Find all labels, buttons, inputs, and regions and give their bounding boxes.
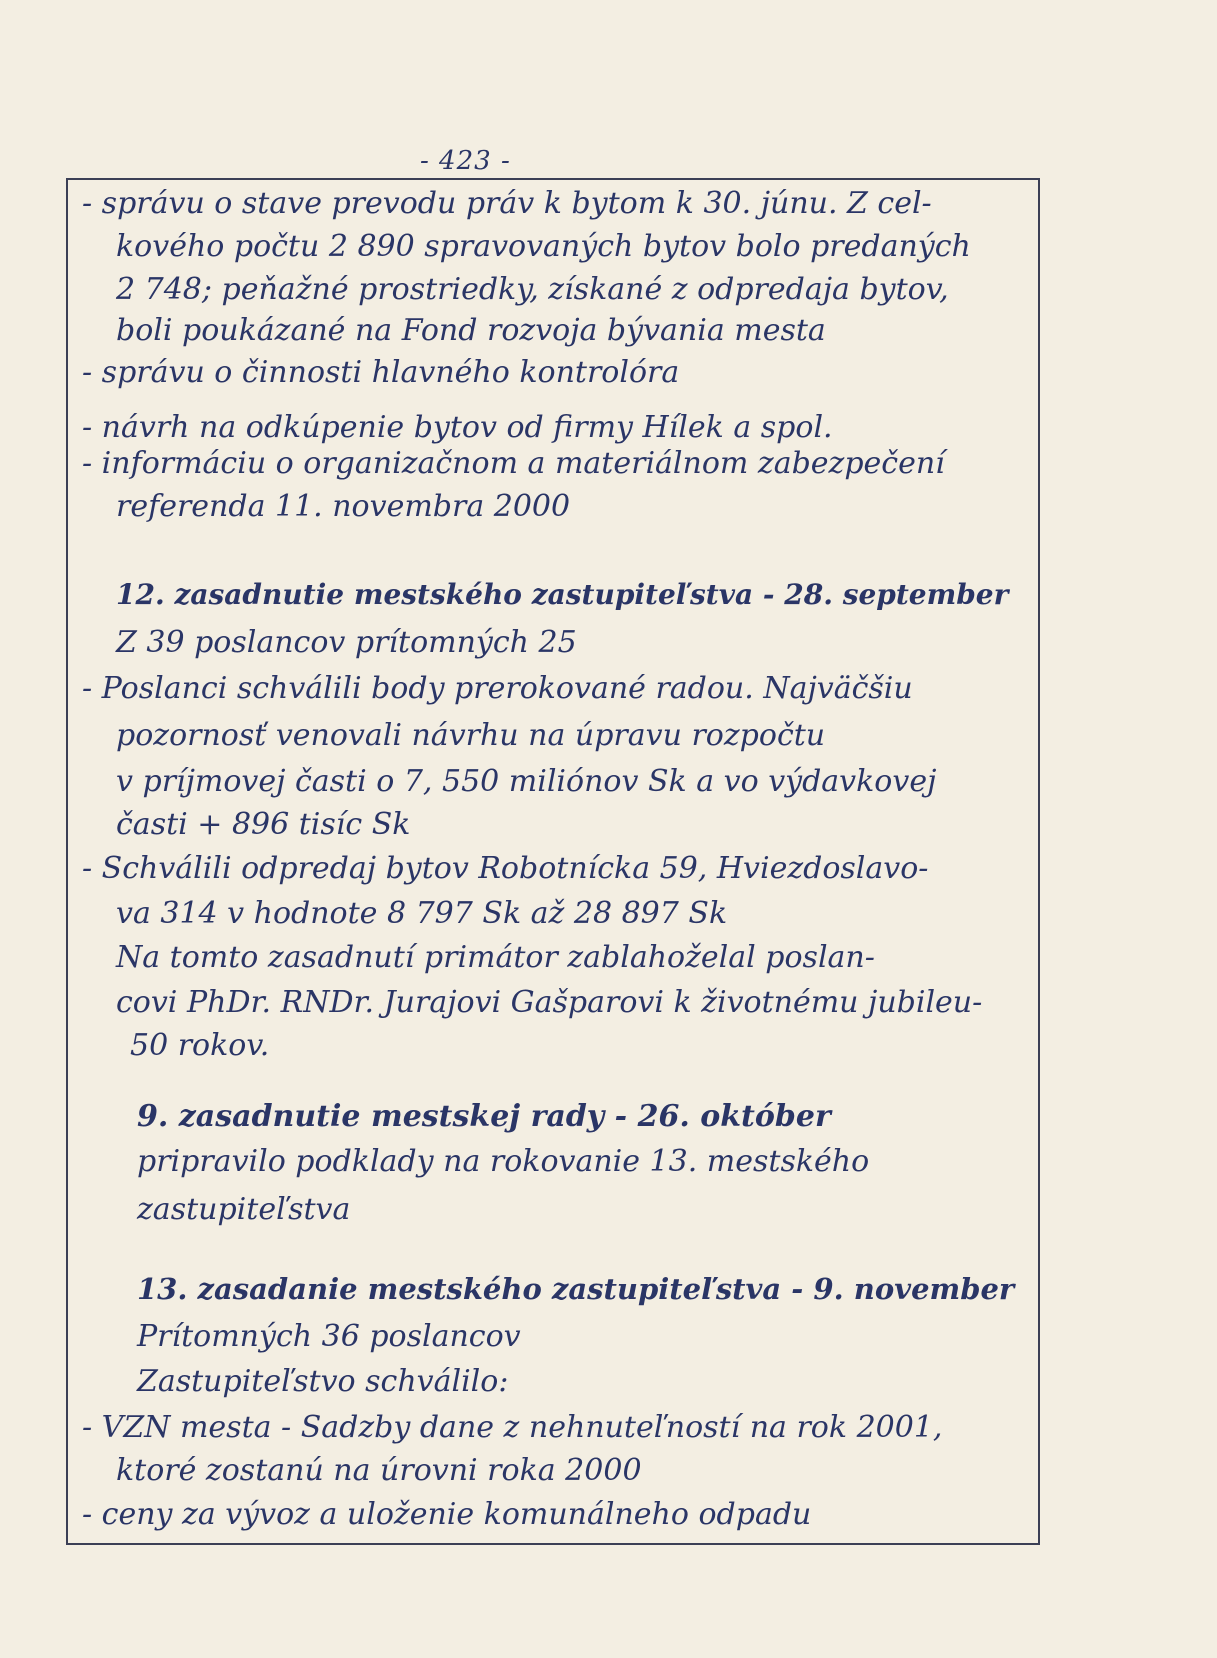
text-line: covi PhDr. RNDr. Jurajovi Gašparovi k životnému jubileu-: [116, 985, 983, 1020]
page-number: - 423 -: [420, 146, 511, 176]
text-line: - návrh na odkúpenie bytov od firmy Hílek a spol.: [82, 410, 833, 445]
text-line: kového počtu 2 890 spravovaných bytov bolo predaných: [116, 229, 971, 264]
text-line: - ceny za vývoz a uloženie komunálneho odpadu: [82, 1497, 812, 1532]
text-line: zastupiteľstva: [137, 1192, 351, 1227]
text-line: Na tomto zasadnutí primátor zablahoželal poslan-: [116, 940, 875, 975]
text-line: referenda 11. novembra 2000: [116, 489, 571, 524]
text-line: - správu o činnosti hlavného kontrolóra: [82, 355, 680, 390]
section-heading: 9. zasadnutie mestskej rady - 26. október: [137, 1099, 831, 1134]
text-line: v príjmovej časti o 7, 550 miliónov Sk a vo výdavkovej: [116, 764, 937, 799]
text-line: časti + 896 tisíc Sk: [116, 807, 411, 842]
text-line: Z 39 poslancov prítomných 25: [116, 625, 577, 660]
text-line: - VZN mesta - Sadzby dane z nehnuteľností na rok 2001,: [82, 1410, 943, 1445]
text-line: 2 748; peňažné prostriedky, získané z odpredaja bytov,: [116, 272, 949, 307]
text-line: - správu o stave prevodu práv k bytom k 30. júnu. Z cel-: [82, 186, 932, 221]
text-line: va 314 v hodnote 8 797 Sk až 28 897 Sk: [116, 896, 728, 931]
text-line: - Schválili odpredaj bytov Robotnícka 59, Hviezdoslavo-: [82, 851, 929, 886]
text-line: - informáciu o organizačnom a materiálnom zabezpečení: [82, 446, 945, 481]
text-line: Zastupiteľstvo schválilo:: [137, 1364, 509, 1399]
text-line: 50 rokov.: [130, 1028, 270, 1063]
text-line: - Poslanci schválili body prerokované radou. Najväčšiu: [82, 671, 913, 706]
text-line: pripravilo podklady na rokovanie 13. mestského: [137, 1144, 870, 1179]
section-heading: 13. zasadanie mestského zastupiteľstva - 9. november: [137, 1272, 1015, 1306]
text-line: ktoré zostanú na úrovni roka 2000: [116, 1453, 642, 1488]
text-line: Prítomných 36 poslancov: [137, 1319, 521, 1354]
section-heading: 12. zasadnutie mestského zastupiteľstva - 28. september: [116, 578, 1009, 611]
text-line: pozornosť venovali návrhu na úpravu rozpočtu: [116, 718, 826, 753]
text-line: boli poukázané na Fond rozvoja bývania mesta: [116, 313, 826, 348]
